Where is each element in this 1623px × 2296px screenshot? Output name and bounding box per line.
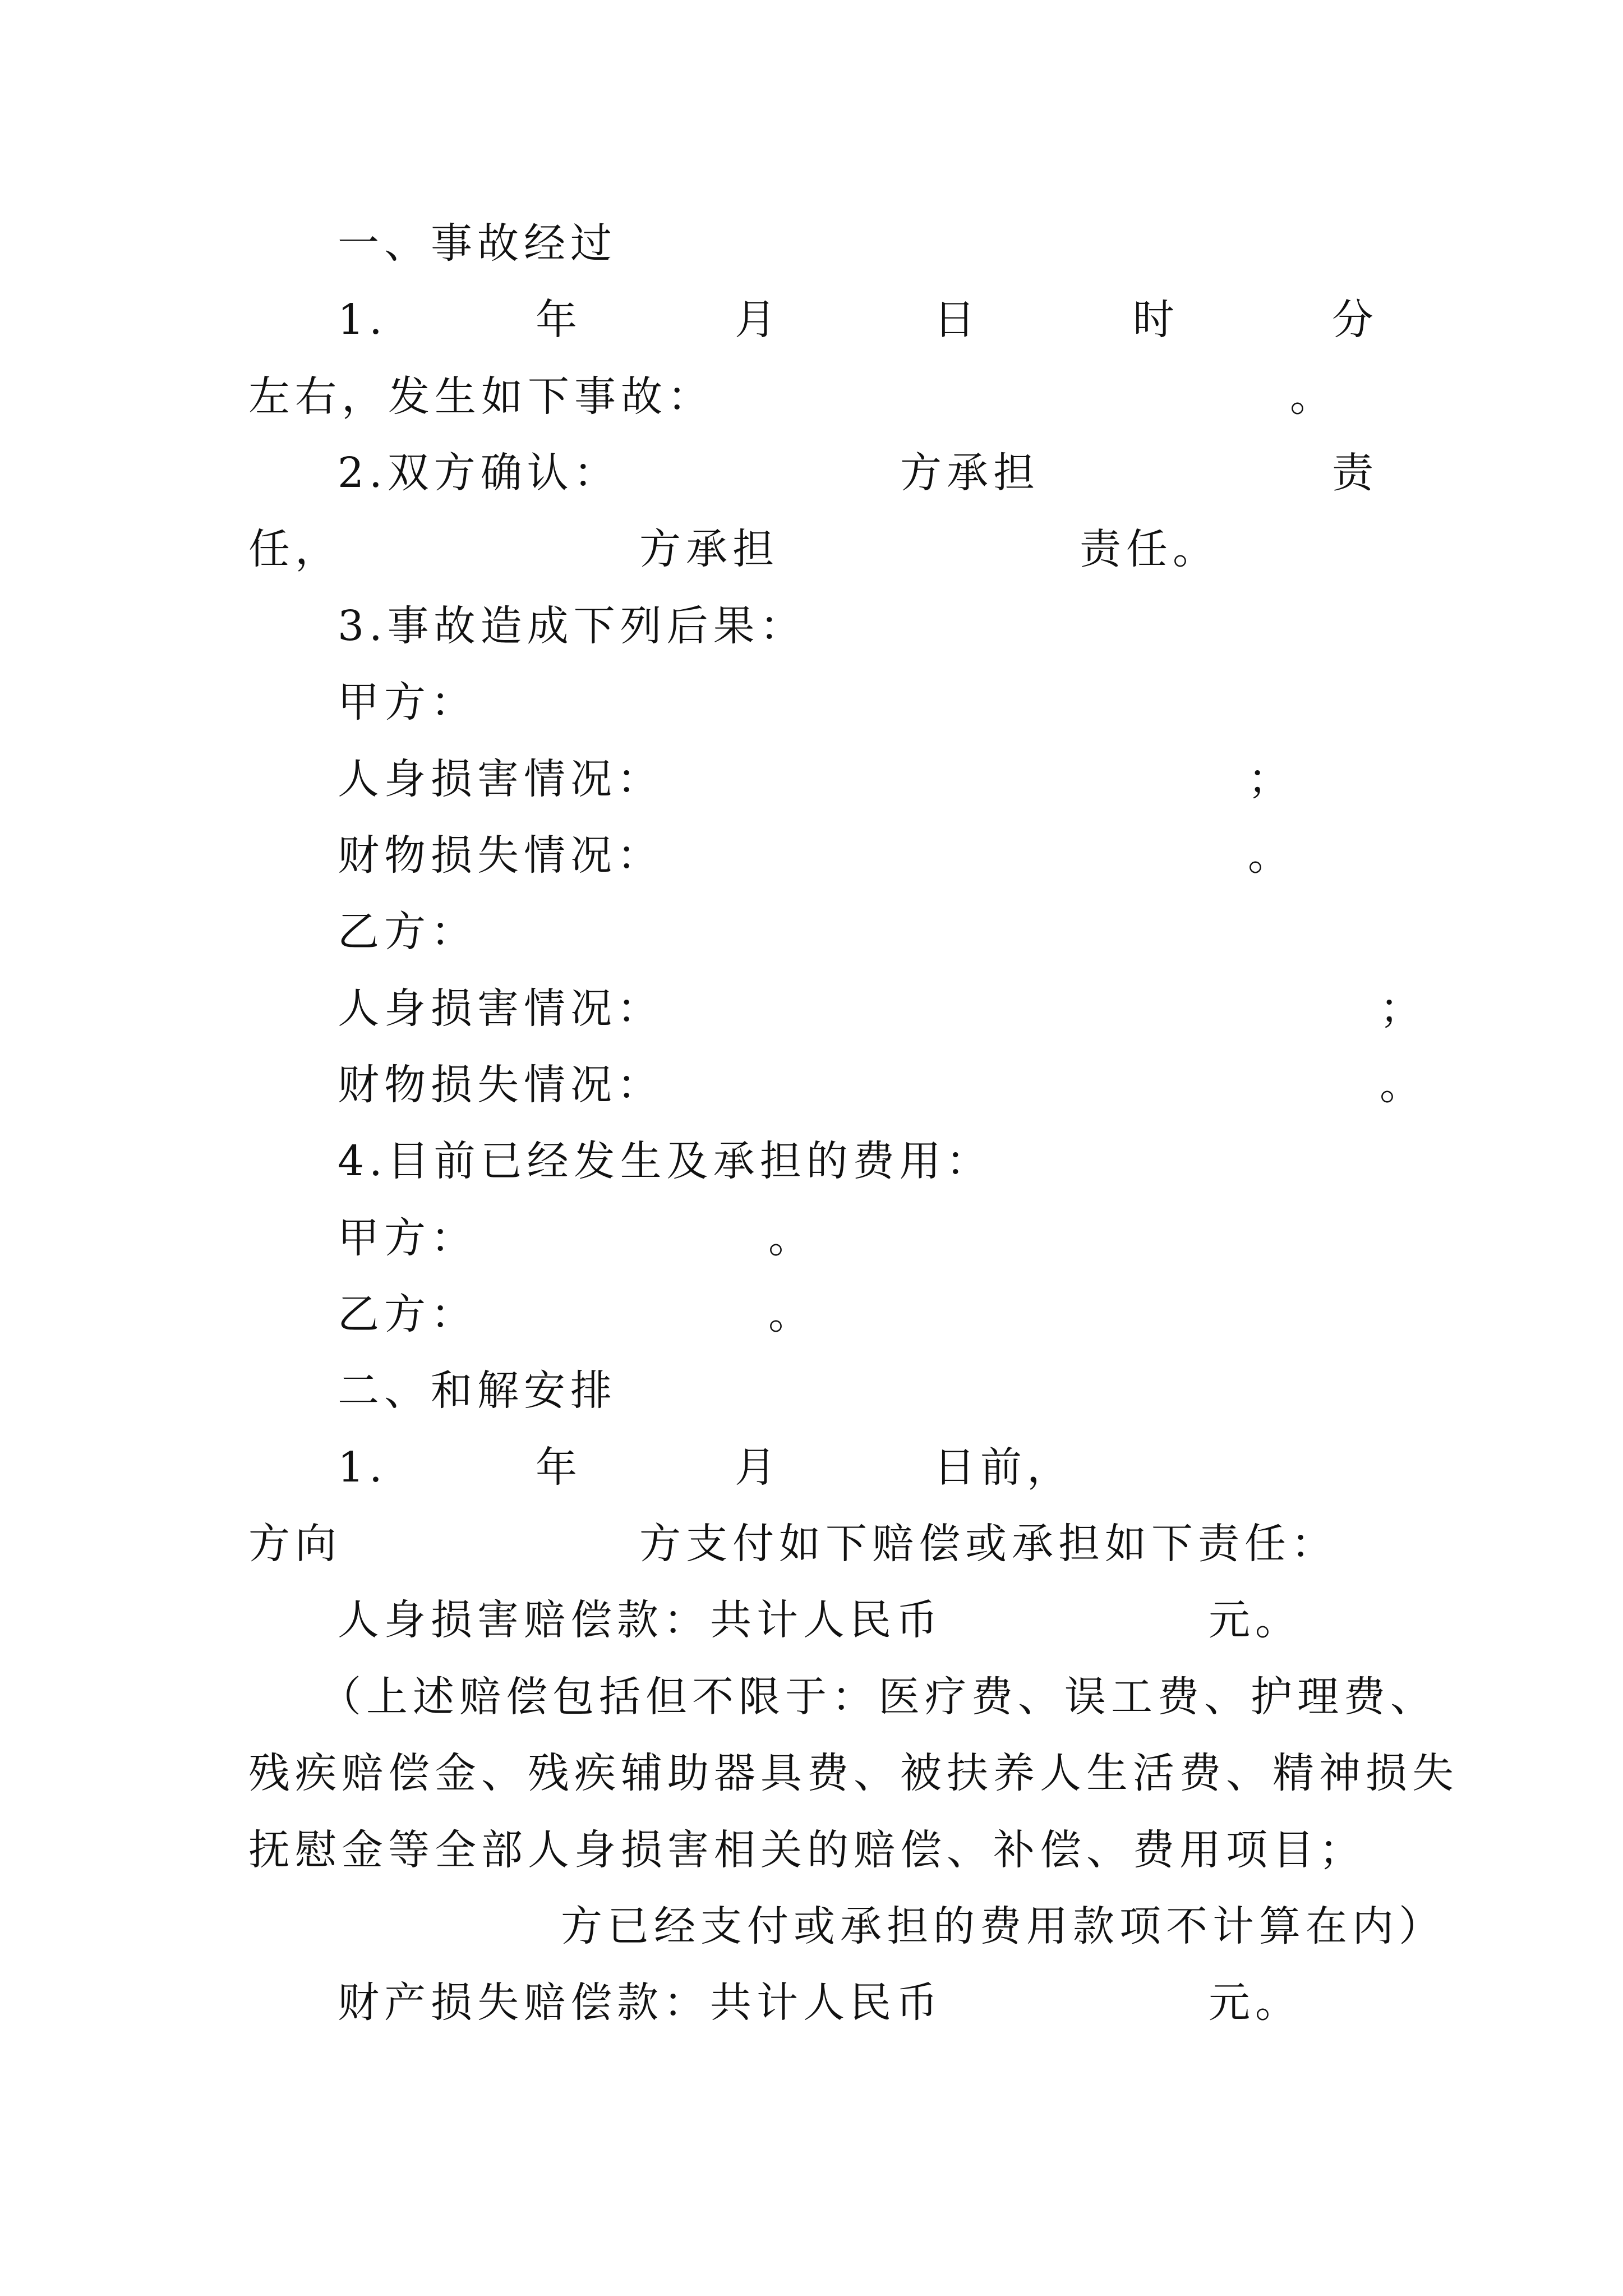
s1-item1-minute: 分 <box>1332 296 1378 344</box>
s1-item3-title: 3.事故造成下列后果： <box>338 602 806 650</box>
s2-property-comp: 财产损失赔偿款：共计人民币 <box>338 1978 943 2027</box>
s2-item1-year: 年 <box>536 1443 582 1492</box>
s1-item3-party-a: 甲方： <box>338 678 477 726</box>
s2-note-line1: （上述赔偿包括但不限于：医疗费、误工费、护理费、 <box>320 1673 1437 1721</box>
s1-item2-line2-start: 任， <box>248 525 342 573</box>
s2-item1-line2-rest: 方支付如下赔偿或承担如下责任： <box>639 1520 1338 1568</box>
s1-item3-party-b: 乙方： <box>338 908 477 956</box>
s2-injury-comp-unit: 元。 <box>1209 1596 1302 1644</box>
s1-item3-b-property-end: 。 <box>1380 1061 1426 1109</box>
s1-item2-prefix: 2.双方确认： <box>338 449 620 497</box>
s1-item4-party-a: 甲方： <box>338 1214 477 1262</box>
s2-item1-num: 1. <box>338 1443 388 1492</box>
s1-item2-resp-end: 责任。 <box>1080 525 1219 573</box>
s1-item4-party-b: 乙方： <box>338 1290 477 1338</box>
s1-item1-line2: 左右，发生如下事故： <box>248 372 714 421</box>
s2-note-line3: 抚慰金等全部人身损害相关的赔偿、补偿、费用项目； <box>248 1826 1366 1874</box>
s2-item1-day-before: 日前， <box>934 1443 1073 1492</box>
section2-heading: 二、和解安排 <box>338 1366 617 1415</box>
s2-note-line2: 残疾赔偿金、残疾辅助器具费、被扶养人生活费、精神损失 <box>248 1749 1459 1797</box>
s1-item3-a-property-end: 。 <box>1248 831 1294 880</box>
s2-item1-line2-start: 方向 <box>248 1520 342 1568</box>
s1-item2-resp-char: 责 <box>1332 449 1378 497</box>
s1-item4-title: 4.目前已经发生及承担的费用： <box>338 1137 993 1185</box>
s1-item3-a-property: 财物损失情况： <box>338 831 663 880</box>
section1-heading: 一、事故经过 <box>338 219 617 268</box>
s1-item1-hour: 时 <box>1133 296 1179 344</box>
s1-item4-party-a-end: 。 <box>768 1214 815 1262</box>
s2-property-comp-unit: 元。 <box>1209 1978 1302 2027</box>
s1-item2-party-bears-1: 方承担 <box>900 449 1040 497</box>
s2-note-line4: 方已经支付或承担的费用款项不计算在内） <box>561 1902 1445 1950</box>
s1-item3-a-injury-end: ； <box>1248 755 1294 803</box>
s1-item3-a-injury: 人身损害情况： <box>338 755 663 803</box>
s1-item1-line2-end: 。 <box>1290 372 1336 421</box>
s1-item4-party-b-end: 。 <box>768 1290 815 1338</box>
s1-item3-b-injury-end: ； <box>1380 984 1426 1033</box>
s2-item1-month: 月 <box>735 1443 781 1492</box>
s1-item2-party-bears-2: 方承担 <box>639 525 779 573</box>
s2-injury-comp: 人身损害赔偿款：共计人民币 <box>338 1596 943 1644</box>
s1-item1-month: 月 <box>735 296 781 344</box>
s1-item3-b-property: 财物损失情况： <box>338 1061 663 1109</box>
s1-item1-num: 1. <box>338 296 388 344</box>
s1-item1-day: 日 <box>934 296 980 344</box>
s1-item1-year: 年 <box>536 296 582 344</box>
s1-item3-b-injury: 人身损害情况： <box>338 984 663 1033</box>
